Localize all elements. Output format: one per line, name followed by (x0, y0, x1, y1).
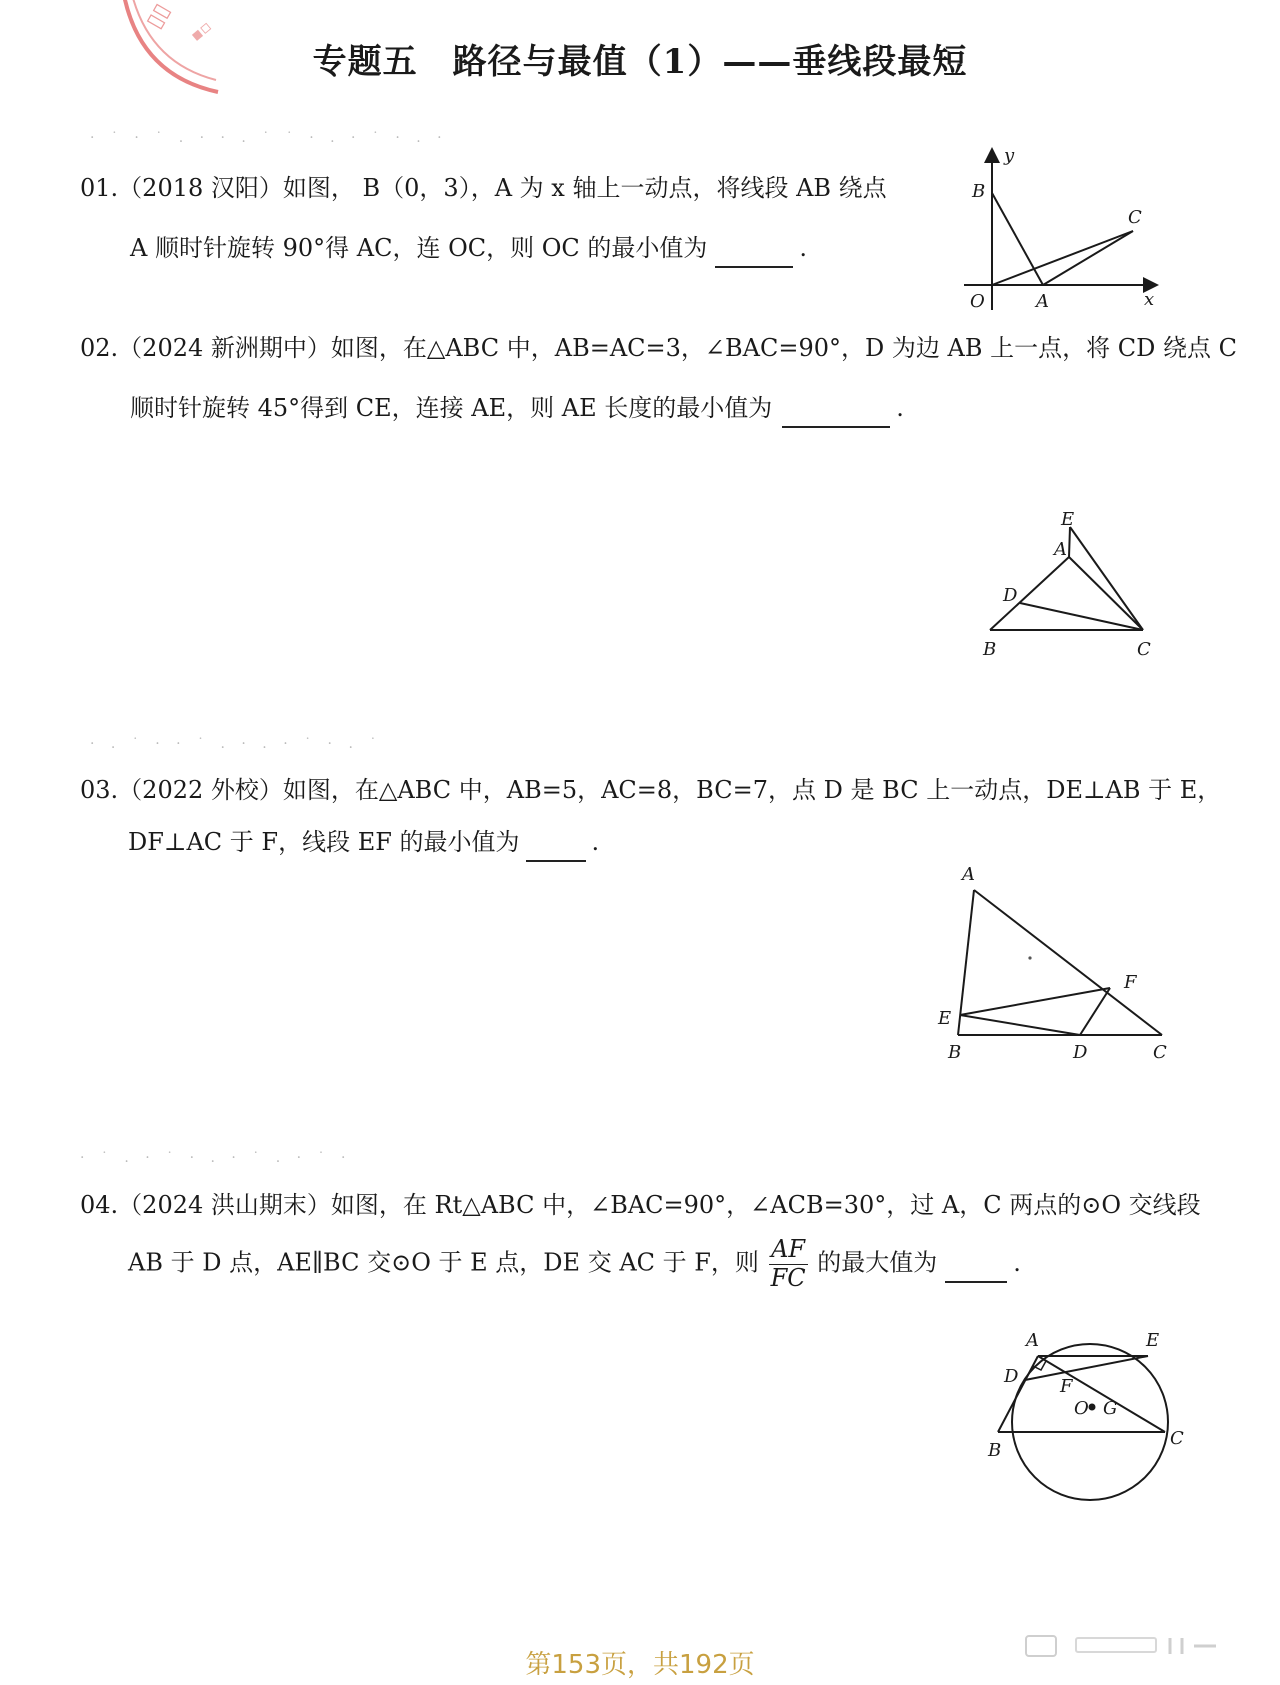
question-text: 如图，在△ABC 中，AB=5，AC=8，BC=7，点 D 是 BC 上一动点，DE⊥AB 于 E， (282, 776, 1222, 804)
question-2-line-1 (80, 336, 1237, 360)
figure-label: A (962, 864, 975, 885)
question-text: 顺时针旋转 45°得到 CE，连接 AE，则 AE 长度的最小值为 (130, 394, 773, 422)
figure-label: E (1061, 509, 1075, 530)
figure-label: F (1124, 972, 1137, 993)
figure-label: C (1170, 1428, 1184, 1449)
figure-label: O (970, 291, 985, 312)
figure-label: D (1003, 585, 1018, 606)
question-text: AB 于 D 点，AE∥BC 交⊙O 于 E 点，DE 交 AC 于 F，则 (128, 1248, 759, 1277)
figure-label: D (1073, 1042, 1088, 1060)
figure-label: A (1036, 291, 1049, 312)
fraction-denominator: FC (770, 1263, 806, 1292)
question-2-figure (965, 505, 1175, 665)
question-text: 如图， B（0，3），A 为 x 轴上一动点，将线段 AB 绕点 (282, 174, 887, 202)
page-indicator: 第153页，共192页 (525, 1650, 755, 1680)
question-3-figure (930, 860, 1170, 1060)
svg-text:▪▫: ▪▫ (186, 16, 216, 46)
figure-label: C (1153, 1042, 1167, 1060)
scan-noise: · . ˙ · · ˙ . · . · ˙ · . ˙ (90, 736, 383, 752)
figure-label: B (972, 181, 986, 202)
page-title: 专题五 路径与最值（1）——垂线段最短 (312, 42, 968, 82)
question-source: （2022 外校） (118, 776, 283, 804)
question-number: 02. (80, 334, 119, 362)
figure-label: B (988, 1440, 1002, 1461)
question-text: A 顺时针旋转 90°得 AC，连 OC，则 OC 的最小值为 (130, 234, 708, 262)
figure-label: D (1004, 1366, 1019, 1387)
figure-label: G (1103, 1398, 1118, 1419)
figure-label: F (1060, 1376, 1073, 1397)
question-1-line-2 (130, 236, 807, 268)
figure-label: C (1137, 639, 1151, 660)
figure-label: A (1054, 539, 1067, 560)
question-number: 04. (80, 1191, 119, 1219)
figure-label: x (1144, 289, 1155, 310)
figure-label: A (1026, 1330, 1039, 1351)
question-end: . (799, 234, 808, 262)
answer-blank[interactable] (715, 238, 793, 268)
question-source: （2024 新洲期中） (118, 334, 331, 362)
question-number: 01. (80, 174, 119, 202)
question-number: 03. (80, 776, 119, 804)
question-text: DF⊥AC 于 F，线段 EF 的最小值为 (128, 828, 520, 856)
question-end: . (1013, 1248, 1021, 1277)
figure-label: E (938, 1008, 952, 1029)
question-1-figure (950, 145, 1170, 315)
question-text: 如图，在△ABC 中，AB=AC=3，∠BAC=90°，D 为边 AB 上一点，将 CD 绕点 C (330, 334, 1237, 362)
question-end: . (896, 394, 904, 422)
question-text: 如图，在 Rt△ABC 中，∠BAC=90°，∠ACB=30°，过 A，C 两点的⊙O 交线段 (330, 1191, 1201, 1219)
question-source: （2018 汉阳） (118, 174, 283, 202)
question-4-figure (970, 1320, 1200, 1520)
answer-blank[interactable] (945, 1253, 1007, 1283)
figure-label: C (1128, 207, 1142, 228)
question-3-line-1 (80, 778, 1221, 802)
question-4-line-2 (128, 1236, 1021, 1292)
viewer-toolbar-marks (1020, 1632, 1220, 1662)
figure-label: B (983, 639, 997, 660)
figure-label: B (948, 1042, 962, 1060)
svg-text:▯▯: ▯▯ (141, 0, 176, 33)
question-end: . (591, 828, 600, 856)
question-source: （2024 洪山期末） (118, 1191, 331, 1219)
question-text: 的最大值为 (817, 1248, 938, 1277)
figure-label: y (1004, 145, 1015, 166)
fraction-numerator: AF (769, 1236, 808, 1265)
figure-label: O (1074, 1398, 1089, 1419)
scan-noise: · ˙ . · ˙ · . · ˙ . · ˙ · (80, 1150, 352, 1166)
fraction-af-fc (769, 1236, 808, 1292)
figure-label: E (1146, 1330, 1160, 1351)
scan-noise: · ˙ · ˙ . · · . ˙ ˙ · . · ˙ · . · (90, 130, 448, 146)
question-4-line-1 (80, 1193, 1201, 1217)
answer-blank[interactable] (526, 832, 586, 862)
question-1-line-1 (80, 176, 887, 200)
question-2-line-2 (130, 396, 904, 428)
answer-blank[interactable] (782, 398, 890, 428)
question-3-line-2 (128, 830, 599, 862)
